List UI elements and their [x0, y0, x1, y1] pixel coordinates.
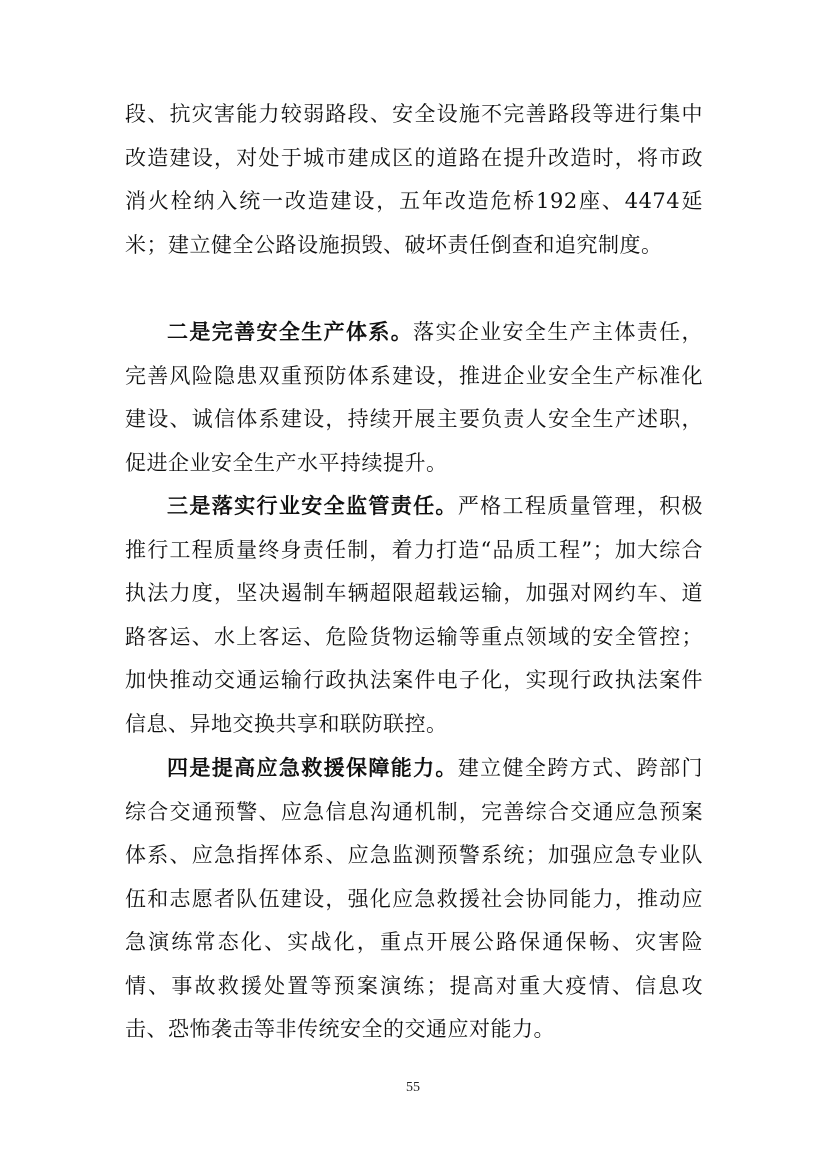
paragraph-lead: 二是完善安全生产体系。: [167, 319, 414, 344]
paragraph-lead: 三是落实行业安全监管责任。: [167, 493, 458, 518]
paragraph-text: 落实企业安全生产主体责任，完善风险隐患双重预防体系建设，推进企业安全生产标准化建设、诚信体系建设，持续开展主要负责人安全生产述职，促进企业安全生产水平持续提升。: [125, 320, 704, 475]
paragraph-text: 段、抗灾害能力较弱路段、安全设施不完善路段等进行集中改造建设，对处于城市建成区的道路在提升改造时，将市政消火栓纳入统一改造建设，五年改造危桥192座、4474延米；建立健全公路设施损毁、破坏责任倒查和追究制度。: [125, 102, 703, 257]
paragraph-safety-production-system: [125, 310, 703, 485]
paragraph-emergency-rescue: [125, 746, 703, 1052]
paragraph-lead: 四是提高应急救援保障能力。: [167, 755, 458, 780]
paragraph-text: 建立健全跨方式、跨部门综合交通预警、应急信息沟通机制，完善综合交通应急预案体系、应急指挥体系、应急监测预警系统；加强应急专业队伍和志愿者队伍建设，强化应急救援社会协同能力，推动应急演练常态化、实战化，重点开展公路保通保畅、灾害险情、事故救援处置等预案演练；提高对重大疫情、信息攻击、恐怖袭击等非传统安全的交通应对能力。: [125, 756, 704, 1041]
paragraph-continued: [125, 93, 703, 267]
page-number: 55: [406, 1080, 420, 1095]
paragraph-text: 严格工程质量管理，积极推行工程质量终身责任制，着力打造“品质工程”；加大综合执法力度，坚决遏制车辆超限超载运输，加强对网约车、道路客运、水上客运、危险货物运输等重点领域的安全管控；加快推动交通运输行政执法案件电子化，实现行政执法案件信息、异地交换共享和联防联控。: [125, 494, 704, 736]
paragraph-industry-supervision: [125, 484, 703, 746]
